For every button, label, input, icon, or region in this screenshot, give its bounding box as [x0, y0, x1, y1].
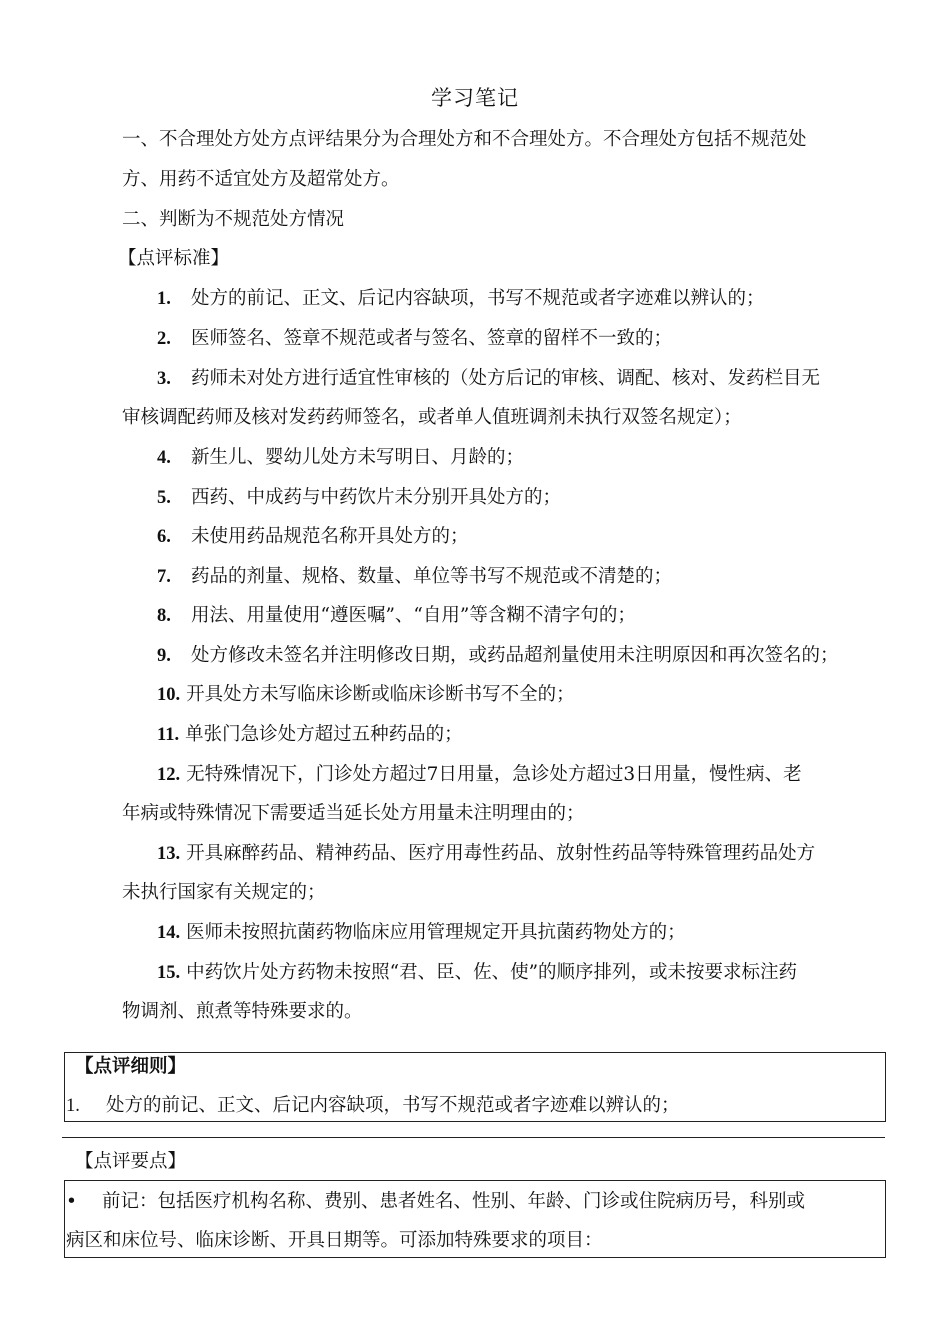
section-heading-nonstandard: 二、判断为不规范处方情况 — [122, 209, 345, 230]
list-item: 9. 处方修改未签名并注明修改日期，或药品超剂量使用未注明原因和再次签名的； — [157, 645, 839, 666]
intro-paragraph-line-1: 一、不合理处方处方点评结果分为合理处方和不合理处方。不合理处方包括不规范处 — [122, 129, 807, 150]
intro-paragraph-line-2: 方、用药不适宜处方及超常处方。 — [122, 169, 400, 190]
page-title: 学习笔记 — [431, 86, 519, 110]
list-item-continuation: 物调剂、煎煮等特殊要求的。 — [122, 1001, 363, 1022]
list-item-continuation: 年病或特殊情况下需要适当延长处方用量未注明理由的； — [122, 803, 585, 824]
details-item: 1. 处方的前记、正文、后记内容缺项，书写不规范或者字迹难以辨认的； — [66, 1095, 680, 1116]
list-item: 6. 未使用药品规范名称开具处方的； — [157, 526, 469, 547]
list-item: 13. 开具麻醉药品、精神药品、医疗用毒性药品、放射性药品等特殊管理药品处方 — [157, 843, 816, 864]
key-points-line-2: 病区和床位号、临床诊断、开具日期等。可添加特殊要求的项目： — [66, 1230, 603, 1251]
list-item-continuation: 审核调配药师及核对发药药师签名，或者单人值班调剂未执行双签名规定）； — [122, 407, 742, 428]
list-item: 7. 药品的剂量、规格、数量、单位等书写不规范或不清楚的； — [157, 566, 673, 587]
list-item: 3. 药师未对处方进行适宜性审核的（处方后记的审核、调配、核对、发药栏目无 — [157, 368, 821, 389]
list-item: 11. 单张门急诊处方超过五种药品的； — [157, 724, 463, 745]
details-heading: 【点评细则】 — [75, 1056, 187, 1077]
list-item: 1. 处方的前记、正文、后记内容缺项，书写不规范或者字迹难以辨认的； — [157, 288, 765, 309]
list-item: 5. 西药、中成药与中药饮片未分别开具处方的； — [157, 487, 562, 508]
list-item: 4. 新生儿、婴幼儿处方未写明日、月龄的； — [157, 447, 525, 468]
list-item: 10. 开具处方未写临床诊断或临床诊断书写不全的； — [157, 684, 575, 705]
list-item: 14. 医师未按照抗菌药物临床应用管理规定开具抗菌药物处方的； — [157, 922, 686, 943]
list-item: 15. 中药饮片处方药物未按照“君、臣、佐、使”的顺序排列，或未按要求标注药 — [157, 962, 798, 983]
divider — [62, 1137, 885, 1138]
key-points-heading: 【点评要点】 — [75, 1151, 187, 1172]
bullet-icon: • — [66, 1191, 77, 1212]
key-points-line-1: • 前记：包括医疗机构名称、费别、患者姓名、性别、年龄、门诊或住院病历号，科别或 — [66, 1191, 806, 1212]
criteria-heading: 【点评标准】 — [118, 248, 230, 269]
list-item-continuation: 未执行国家有关规定的； — [122, 882, 326, 903]
list-item: 8. 用法、用量使用“遵医嘱”、“自用”等含糊不清字句的； — [157, 605, 636, 626]
list-item: 2. 医师签名、签章不规范或者与签名、签章的留样不一致的； — [157, 328, 673, 349]
list-item: 12. 无特殊情况下，门诊处方超过7日用量，急诊处方超过3日用量，慢性病、老 — [157, 764, 802, 785]
